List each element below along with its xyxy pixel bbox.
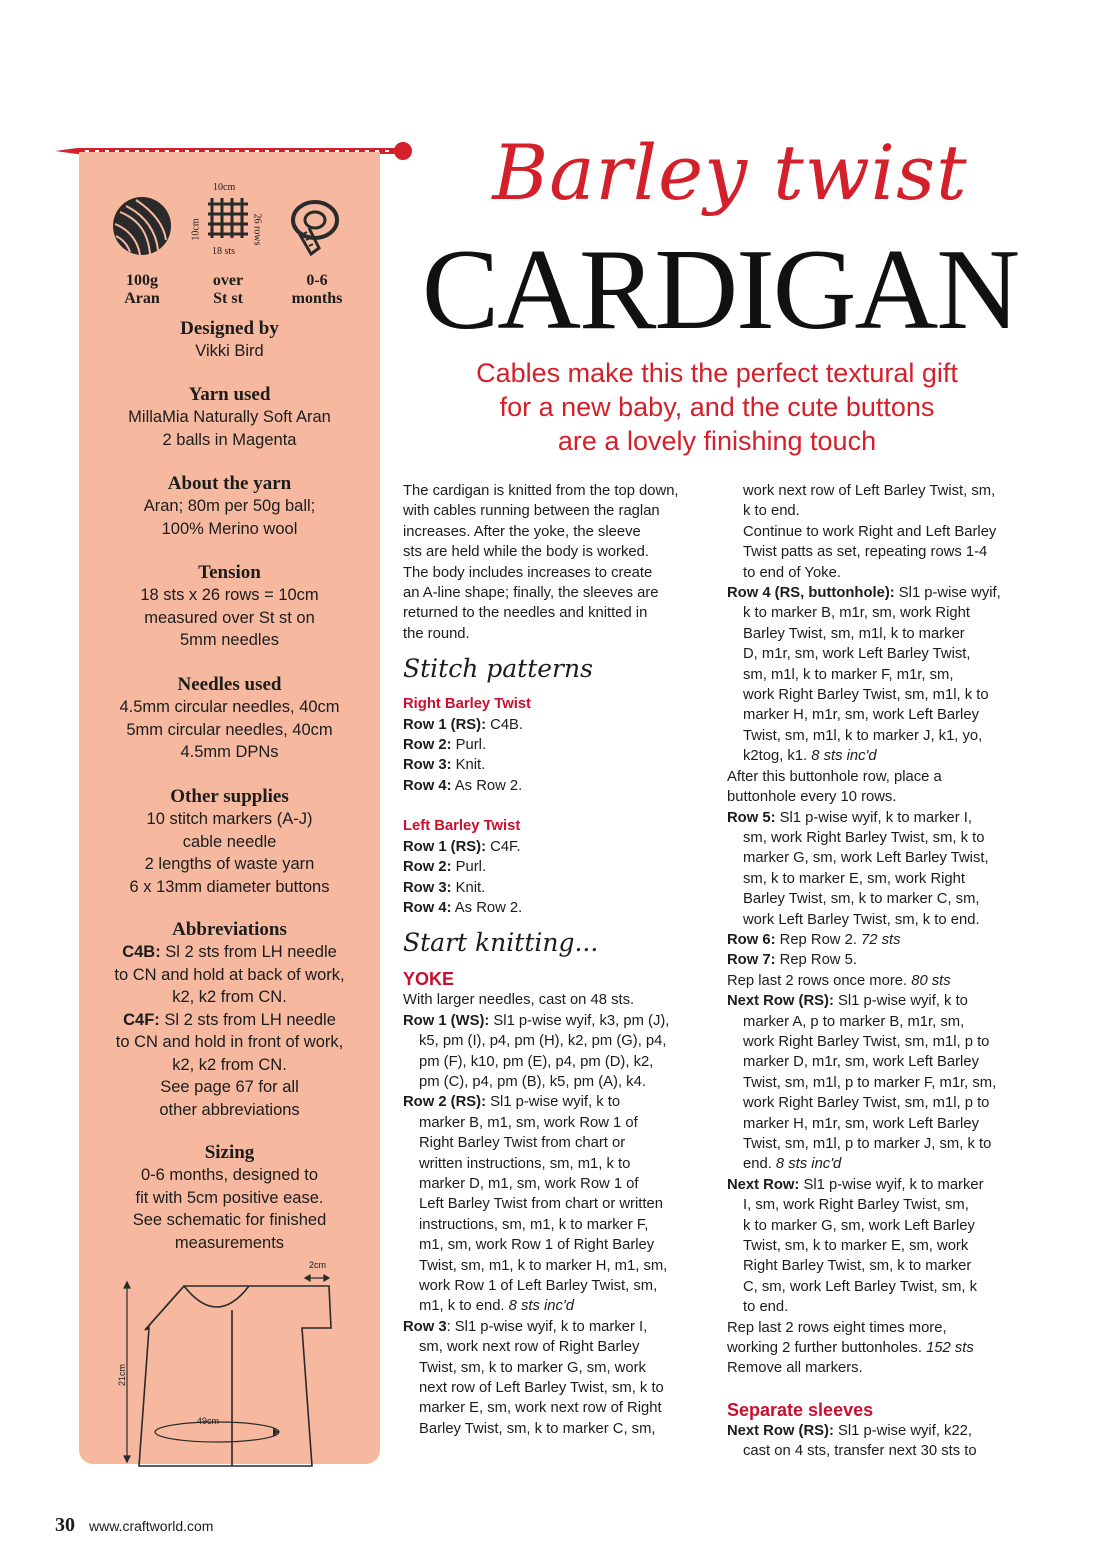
tension-grid-icon xyxy=(208,198,248,238)
c4b-text: Sl 2 sts from LH needle xyxy=(160,943,337,961)
row-text: Barley Twist, sm, m1l, k to marker xyxy=(743,625,965,642)
row-text: Rep Row 5. xyxy=(775,952,857,969)
about-yarn-heading: About the yarn xyxy=(167,473,292,494)
page-title: CARDIGAN xyxy=(421,226,1019,354)
yarn-weight-info xyxy=(97,180,187,307)
row-label: Row 4: xyxy=(403,899,452,916)
pattern-column-2 xyxy=(727,481,1037,1462)
row-text: marker H, m1r, sm, work Left Barley xyxy=(743,707,979,724)
tension-stitch: St st xyxy=(213,290,243,307)
website-url: www.craftworld.com xyxy=(89,1518,214,1534)
row-text: Rep last 2 rows once more. xyxy=(727,972,912,989)
row-text: Twist, sm, m1l, p to marker F, m1r, sm, xyxy=(743,1074,997,1091)
row-text: sm, k to marker E, sm, work Right xyxy=(743,870,965,887)
row-text: work Right Barley Twist, sm, m1l, p to xyxy=(743,1095,990,1112)
row-text: Twist patts as set, repeating rows 1-4 xyxy=(743,544,988,561)
row-text: work Right Barley Twist, sm, m1l, p to xyxy=(743,1033,990,1050)
row-text: Sl1 p-wise wyif, xyxy=(894,585,1001,602)
row-text: k2tog, k1. xyxy=(743,748,812,765)
about-yarn-section xyxy=(79,473,380,540)
needles-heading: Needles used xyxy=(177,674,282,695)
row-text: C4F. xyxy=(486,838,521,855)
tape-measure-icon xyxy=(289,198,345,258)
row-text: m1, sm, work Row 1 of Right Barley xyxy=(419,1237,655,1254)
row-text: C, sm, work Left Barley Twist, sm, k xyxy=(743,1278,978,1295)
c4b-text: k2, k2 from CN. xyxy=(172,988,287,1006)
sizing-line: 0-6 months, designed to xyxy=(140,1166,319,1184)
schematic-width-label: 2cm xyxy=(309,1260,327,1270)
row-text: work Left Barley Twist, sm, k to end. xyxy=(743,911,980,928)
row-label: Row 1 (RS): xyxy=(403,716,487,733)
designer-heading: Designed by xyxy=(180,318,279,339)
row-text: marker D, m1r, sm, work Left Barley xyxy=(743,1054,979,1071)
row-text: sm, work Right Barley Twist, sm, k to xyxy=(743,829,985,846)
row-text: Twist, sm, m1l, k to marker J, k1, yo, xyxy=(743,727,983,744)
pattern-info-sidebar xyxy=(79,152,380,1464)
row-text: As Row 2. xyxy=(451,777,523,794)
c4f-text: k2, k2 from CN. xyxy=(172,1055,287,1074)
row-label: Row 7: xyxy=(727,952,776,969)
stitch-count: 8 sts inc'd xyxy=(811,748,877,765)
size-range: 0-6 xyxy=(306,272,328,289)
sizing-section xyxy=(79,1142,380,1254)
supplies-heading: Other supplies xyxy=(170,786,289,807)
row-text: After this buttonhole row, place a xyxy=(727,768,942,785)
row-text: written instructions, sm, m1, k to xyxy=(419,1155,631,1172)
abbreviations-heading: Abbreviations xyxy=(172,919,287,940)
row-text: Rep Row 2. xyxy=(775,931,862,948)
row-text: pm (F), k10, pm (E), p4, pm (D), k2, xyxy=(419,1053,654,1070)
row-text: Twist, sm, m1, k to marker H, m1, sm, xyxy=(419,1257,668,1274)
intro-line: with cables running between the raglan xyxy=(403,503,660,520)
row-text: I, sm, work Right Barley Twist, sm, xyxy=(743,1197,969,1214)
abbreviations-reference: other abbreviations xyxy=(159,1100,300,1119)
intro-line: returned to the needles and knitted in xyxy=(403,605,648,622)
row-text: Twist, sm, k to marker E, sm, work xyxy=(743,1238,969,1255)
about-yarn-line: Aran; 80m per 50g ball; xyxy=(143,497,316,515)
subtitle-line: Cables make this the perfect textural gift xyxy=(476,358,958,388)
supplies-line: 6 x 13mm diameter buttons xyxy=(129,877,330,896)
c4b-label: C4B: xyxy=(122,943,161,961)
row-text: Rep last 2 rows eight times more, xyxy=(727,1319,947,1336)
row-text: Sl1 p-wise wyif, k to marker I, xyxy=(775,809,973,826)
sizing-line: fit with 5cm positive ease. xyxy=(135,1188,324,1207)
stitch-count: 8 sts inc'd xyxy=(775,1156,842,1173)
row-text: Remove all markers. xyxy=(727,1360,863,1377)
row-text: marker A, p to marker B, m1r, sm, xyxy=(743,1013,965,1030)
pattern-column-1 xyxy=(403,481,713,1439)
row-label: Next Row (RS): xyxy=(727,1422,834,1439)
tension-line: 18 sts x 26 rows = 10cm xyxy=(140,586,319,604)
c4f-label: C4F: xyxy=(123,1010,160,1029)
supplies-section xyxy=(79,786,380,898)
yarn-heading: Yarn used xyxy=(188,384,271,405)
abbreviations-reference: See page 67 for all xyxy=(160,1078,299,1096)
row-text: pm (C), p4, pm (B), k5, pm (A), k4. xyxy=(419,1073,646,1090)
abbreviations-section xyxy=(79,919,380,1121)
row-text: to end. xyxy=(743,1299,789,1316)
intro-line: The cardigan is knitted from the top down, xyxy=(403,483,679,499)
row-text: work Right Barley Twist, sm, m1l, k to xyxy=(743,687,989,704)
row-text: Sl1 p-wise wyif, k3, pm (J), xyxy=(489,1012,670,1029)
title-script: Barley twist xyxy=(492,128,968,217)
row-text: marker H, m1r, sm, work Left Barley xyxy=(743,1115,979,1132)
yoke-intro: With larger needles, cast on 48 sts. xyxy=(403,992,635,1009)
intro-line: the round. xyxy=(403,625,470,642)
right-barley-twist-heading: Right Barley Twist xyxy=(403,696,531,713)
row-text: work next row of Left Barley Twist, sm, xyxy=(743,483,996,499)
row-text: Continue to work Right and Left Barley xyxy=(743,523,997,540)
row-label: Row 3 xyxy=(403,1318,447,1335)
row-text: k to marker B, m1r, sm, work Right xyxy=(743,605,970,622)
row-text: Right Barley Twist, sm, k to marker xyxy=(743,1258,972,1275)
yarn-line: 2 balls in Magenta xyxy=(162,430,297,449)
row-text: C4B. xyxy=(486,716,524,733)
schematic-diagram xyxy=(109,1242,349,1472)
intro-line: an A-line shape; finally, the sleeves are xyxy=(403,585,659,602)
row-text: As Row 2. xyxy=(451,899,523,916)
row-text: m1, k to end. xyxy=(419,1298,509,1315)
row-text: cast on 4 sts, transfer next 30 sts to xyxy=(743,1443,977,1460)
row-text: Sl1 p-wise wyif, k to xyxy=(833,993,968,1010)
row-text: instructions, sm, m1, k to marker F, xyxy=(419,1216,649,1233)
row-label: Row 3: xyxy=(403,879,452,896)
supplies-line: 10 stitch markers (A-J) xyxy=(146,810,313,828)
sizing-heading: Sizing xyxy=(204,1142,255,1163)
row-label: Row 5: xyxy=(727,809,776,826)
tension-line: 5mm needles xyxy=(179,631,280,649)
gauge-rows-label: 26 rows xyxy=(251,213,263,246)
row-text: Twist, sm, k to marker G, sm, work xyxy=(419,1359,646,1376)
start-knitting-heading: Start knitting... xyxy=(403,928,599,958)
page-footer xyxy=(55,1514,213,1537)
row-text: Sl1 p-wise wyif, k to xyxy=(486,1094,621,1111)
left-barley-twist-heading: Left Barley Twist xyxy=(403,818,521,835)
sizing-line: measurements xyxy=(174,1233,285,1252)
row-label: Row 6: xyxy=(727,931,776,948)
size-info xyxy=(272,180,362,307)
row-text: Twist, sm, m1l, p to marker J, sm, k to xyxy=(743,1136,992,1152)
row-label: Row 3: xyxy=(403,757,452,774)
needles-section xyxy=(79,674,380,764)
stitch-count: 8 sts inc'd xyxy=(508,1298,574,1315)
row-text: working 2 further buttonholes. xyxy=(727,1340,927,1357)
yoke-heading: YOKE xyxy=(403,969,455,990)
row-text: : Sl1 p-wise wyif, k to marker I, xyxy=(446,1318,648,1335)
yarn-weight-type: Aran xyxy=(124,290,160,307)
subtitle-line: are a lovely finishing touch xyxy=(557,426,877,456)
tension-line: measured over St st on xyxy=(144,608,315,627)
row-text: work Row 1 of Left Barley Twist, sm, xyxy=(419,1278,658,1294)
size-unit: months xyxy=(291,290,343,307)
row-label: Row 2 (RS): xyxy=(403,1094,487,1111)
stitch-count: 152 sts xyxy=(926,1340,974,1357)
row-text: Barley Twist, sm, k to marker C, sm, xyxy=(419,1420,656,1437)
row-label: Next Row: xyxy=(727,1176,800,1193)
info-icons-row xyxy=(79,180,380,320)
row-text: D, m1r, sm, work Left Barley Twist, xyxy=(743,646,971,663)
row-text: marker G, sm, work Left Barley Twist, xyxy=(743,850,989,867)
row-text: Sl1 p-wise wyif, k22, xyxy=(833,1422,973,1439)
intro-paragraph xyxy=(403,481,713,644)
yarn-section xyxy=(79,384,380,451)
yarn-weight-value: 100g xyxy=(126,272,158,289)
row-text: marker E, sm, work next row of Right xyxy=(419,1400,662,1417)
row-text: sm, m1l, k to marker F, m1r, sm, xyxy=(743,666,954,683)
intro-line: The body includes increases to create xyxy=(403,564,653,581)
gauge-height-label: 10cm xyxy=(190,218,202,241)
stitch-patterns-heading: Stitch patterns xyxy=(403,654,593,684)
c4b-text: to CN and hold at back of work, xyxy=(114,965,345,984)
separate-sleeves-heading: Separate sleeves xyxy=(727,1399,874,1420)
row-text: k5, pm (I), p4, pm (H), k2, pm (G), p4, xyxy=(419,1033,667,1050)
cardigan-schematic xyxy=(109,1242,349,1472)
gauge-stitches-label: 18 sts xyxy=(212,246,236,257)
row-text: k to end. xyxy=(743,503,800,520)
tension-heading: Tension xyxy=(198,562,261,583)
row-text: sm, work next row of Right Barley xyxy=(419,1339,640,1356)
row-text: marker B, m1, sm, work Row 1 of xyxy=(419,1114,638,1131)
intro-line: increases. After the yoke, the sleeve xyxy=(403,523,641,540)
row-label: Row 2: xyxy=(403,859,452,876)
row-label: Row 1 (WS): xyxy=(403,1012,490,1029)
intro-line: sts are held while the body is worked. xyxy=(403,544,649,561)
row-text: to end of Yoke. xyxy=(743,564,841,581)
row-text: Sl1 p-wise wyif, k to marker xyxy=(799,1176,984,1193)
row-label: Row 4 (RS, buttonhole): xyxy=(727,585,895,602)
row-text: Knit. xyxy=(451,757,486,774)
schematic-chest-label: 49cm xyxy=(197,1416,220,1426)
row-text: next row of Left Barley Twist, sm, k to xyxy=(419,1380,664,1397)
needles-line: 4.5mm circular needles, 40cm xyxy=(119,698,340,716)
row-text: Knit. xyxy=(451,879,486,896)
row-text: Barley Twist, sm, k to marker C, sm, xyxy=(743,891,980,908)
designer-section xyxy=(79,318,380,363)
row-label: Row 1 (RS): xyxy=(403,838,487,855)
row-label: Row 4: xyxy=(403,777,452,794)
row-label: Next Row (RS): xyxy=(727,993,834,1010)
row-text: Right Barley Twist from chart or xyxy=(419,1135,626,1152)
c4f-text: Sl 2 sts from LH needle xyxy=(159,1010,336,1029)
yarn-ball-icon xyxy=(110,194,174,258)
schematic-height-label: 21cm xyxy=(117,1363,128,1387)
row-text: end. xyxy=(743,1156,776,1173)
about-yarn-line: 100% Merino wool xyxy=(161,519,298,538)
stitch-count: 72 sts xyxy=(861,931,901,948)
sizing-line: See schematic for finished xyxy=(132,1211,327,1229)
supplies-line: 2 lengths of waste yarn xyxy=(144,855,315,873)
supplies-line: cable needle xyxy=(182,832,277,851)
needles-line: 5mm circular needles, 40cm xyxy=(126,720,333,739)
c4f-text: to CN and hold in front of work, xyxy=(115,1033,344,1051)
tension-over: over xyxy=(212,272,244,289)
row-text: Purl. xyxy=(451,737,487,754)
row-label: Row 2: xyxy=(403,737,452,754)
tension-section xyxy=(79,562,380,652)
gauge-width-label: 10cm xyxy=(213,182,236,193)
needles-line: 4.5mm DPNs xyxy=(180,743,279,761)
page-number: 30 xyxy=(55,1514,75,1536)
row-text: k to marker G, sm, work Left Barley xyxy=(743,1217,975,1234)
designer-name: Vikki Bird xyxy=(195,342,264,360)
row-text: buttonhole every 10 rows. xyxy=(727,789,897,806)
row-text: Purl. xyxy=(451,859,487,876)
subtitle-line: for a new baby, and the cute buttons xyxy=(499,392,935,422)
stitch-count: 80 sts xyxy=(911,972,951,989)
yarn-line: MillaMia Naturally Soft Aran xyxy=(128,408,331,426)
subtitle xyxy=(400,356,1034,458)
row-text: marker D, m1, sm, work Row 1 of xyxy=(419,1175,639,1192)
row-text: Left Barley Twist from chart or written xyxy=(419,1196,663,1213)
